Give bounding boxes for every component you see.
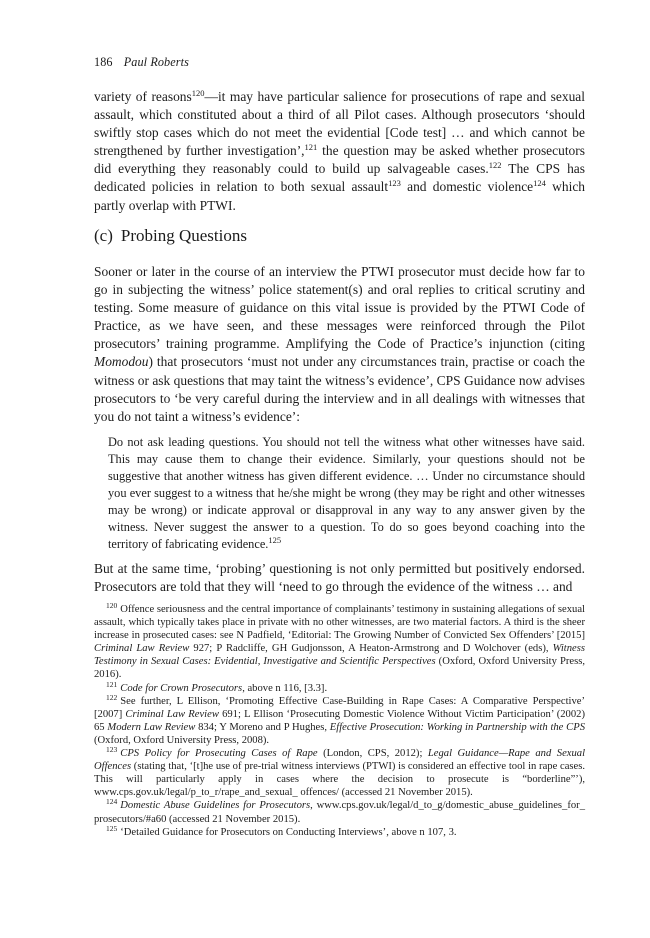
footnote-number: 121: [106, 679, 118, 689]
footnote-ref-122[interactable]: 122: [488, 160, 502, 171]
text-run: See further, L Ellison, ‘Promoting Effective Case-Building in Rape Cases: A Comparative Perspective’ [2007]: [94, 695, 585, 720]
footnote-122: [94, 692, 585, 747]
text-run: the question may be asked whether prosecutors did everything they reasonably could to build up salvageable cases.: [94, 143, 585, 177]
doc-title: Domestic Abuse Guidelines for Prosecutors: [120, 800, 311, 812]
journal-title: Criminal Law Review: [125, 708, 219, 720]
footnote-ref-120[interactable]: 120: [191, 88, 205, 98]
body-paragraph: [94, 88, 585, 215]
case-name: Momodou: [94, 354, 149, 370]
doc-title: Legal Guidance—Rape and Sexual Offences: [94, 748, 586, 773]
text-run: , www.cps.gov.uk/legal/d_to_g/domestic_abuse_guidelines_for_ prosecutors/#a60 (accessed 21 November 2015).: [94, 800, 585, 825]
footnote-number: 123: [106, 745, 118, 755]
footnote-number: 125: [106, 823, 118, 833]
text-run: —it may have particular salience for prosecutions of rape and sexual assault, which constituted about a third of all Pilot cases. Although prosecutors ‘should swiftly stop cases which do not meet the evidential [Code test] … and which cannot be strengthened by further investigation’,: [94, 89, 585, 159]
text-run: , above n 116, [3.3].: [242, 682, 328, 694]
section-number: (c): [94, 226, 113, 245]
footnote-number: 122: [106, 692, 118, 702]
text-run: 834; Y Moreno and P Hughes,: [195, 721, 330, 733]
footnote-number: 124: [106, 797, 118, 807]
text-run: 691; L Ellison ‘Prosecuting Domestic Violence Without Victim Participation’ (2002) 65: [94, 708, 585, 733]
section-title: Probing Questions: [120, 226, 247, 245]
block-quote: [108, 434, 585, 554]
text-run: The CPS has dedicated policies in relation to both sexual assault: [94, 161, 585, 195]
text-run: (Oxford, Oxford University Press, 2016).: [94, 656, 585, 681]
footnote-ref-121[interactable]: 121: [304, 142, 318, 153]
text-run: (Oxford, Oxford University Press, 2008).: [94, 734, 270, 746]
footnote-ref-123[interactable]: 123: [388, 178, 401, 189]
text-run: variety of reasons: [94, 89, 192, 104]
text-run: ) that prosecutors ‘must not under any circumstances train, practise or coach the witness or ask questions that may taint the witness’s evidence’, CPS Guidance now advises prosecutors to ‘be very careful during the interview and in all dealings with witnesses that you do not taint a witness’s evidence’:: [94, 354, 585, 424]
footnotes: [94, 603, 585, 839]
footnote-120: [94, 603, 585, 682]
intro-paragraph: [94, 88, 585, 215]
section-heading: [94, 226, 247, 246]
footnote-121: [94, 679, 585, 695]
text-run: Sooner or later in the course of an interview the PTWI prosecutor must decide how far to go in subjecting the witness’ police statement(s) and oral replies to critical scrutiny and testing. Some measure of guidance on this vital issue is provided by the PTWI Code of Practice, as we have seen, and these messages were reinforced through the Pilot prosecutors’ training programme. Amplifying the Code of Practice’s injunction (citing: [94, 264, 585, 352]
book-title: Effective Prosecution: Working in Partnership with the CPS: [329, 721, 585, 733]
running-head: [94, 55, 189, 70]
doc-title: CPS Policy for Prosecuting Cases of Rape: [120, 748, 318, 760]
quote-text: Do not ask leading questions. You should not tell the witness what other witnesses have said. This may cause them to change their evidence. Similarly, your questions should not be suggestive that another witness has given different evidence. … Under no circumstance should you ever suggest to a witness that he/she might be wrong (they may be right and other witnesses may be wrong) or indicate approval or disapproval in any way to any answer given by the witness. Never suggest the answer to a question. To do so goes beyond coaching into the territory of fabricating evidence.: [108, 434, 585, 552]
footnote-125: [94, 823, 585, 839]
page-number: 186: [94, 55, 113, 69]
journal-title: Modern Law Review: [107, 721, 196, 733]
journal-title: Criminal Law Review: [94, 643, 190, 655]
footnote-ref-124[interactable]: 124: [533, 178, 546, 189]
body-paragraph: [94, 263, 585, 426]
running-head-author: Paul Roberts: [123, 55, 189, 69]
footnote-number: 120: [106, 601, 118, 610]
text-run: and domestic violence: [400, 179, 534, 195]
section-body: [94, 263, 585, 596]
text-run: which partly overlap with PTWI.: [94, 179, 586, 213]
text-run: 927; P Radcliffe, GH Gudjonsson, A Heaton-Armstrong and D Wolchover (eds),: [189, 643, 553, 655]
footnote-124: [94, 799, 585, 825]
text-run: (London, CPS, 2012);: [317, 748, 428, 760]
doc-title: Code for Crown Prosecutors: [120, 682, 243, 694]
text-run: Offence seriousness and the central importance of complainants’ testimony in sustaining allegations of sexual assault, which typically takes place in private with no other witnesses, are two material factors. A third is the sheer increase in prosecuted cases: see N Padfield, ‘Editorial: The Growing Number of Convicted Sex Offenders’ [2015]: [94, 604, 585, 642]
book-title: Witness Testimony in Sexual Cases: Evidential, Investigative and Scientific Perspectives: [94, 643, 585, 668]
footnote-ref-125[interactable]: 125: [268, 535, 282, 546]
text-run: ‘Detailed Guidance for Prosecutors on Conducting Interviews’, above n 107, 3.: [120, 826, 457, 838]
body-paragraph: But at the same time, ‘probing’ questioning is not only permitted but positively endorsed. Prosecutors are told that they will ‘need to go through the evidence of the witness … and: [94, 560, 585, 594]
text-run: (stating that, ‘[t]he use of pre-trial witness interviews (PTWI) is considered an effective tool in rape cases. This will particularly apply in cases where the decision to prosecute is “borderline”’), www.cps.gov.uk/legal/p_to_r/rape_and_sexual_ offences/ (accessed 21 November 2015).: [94, 761, 585, 799]
footnote-123: [94, 747, 585, 799]
